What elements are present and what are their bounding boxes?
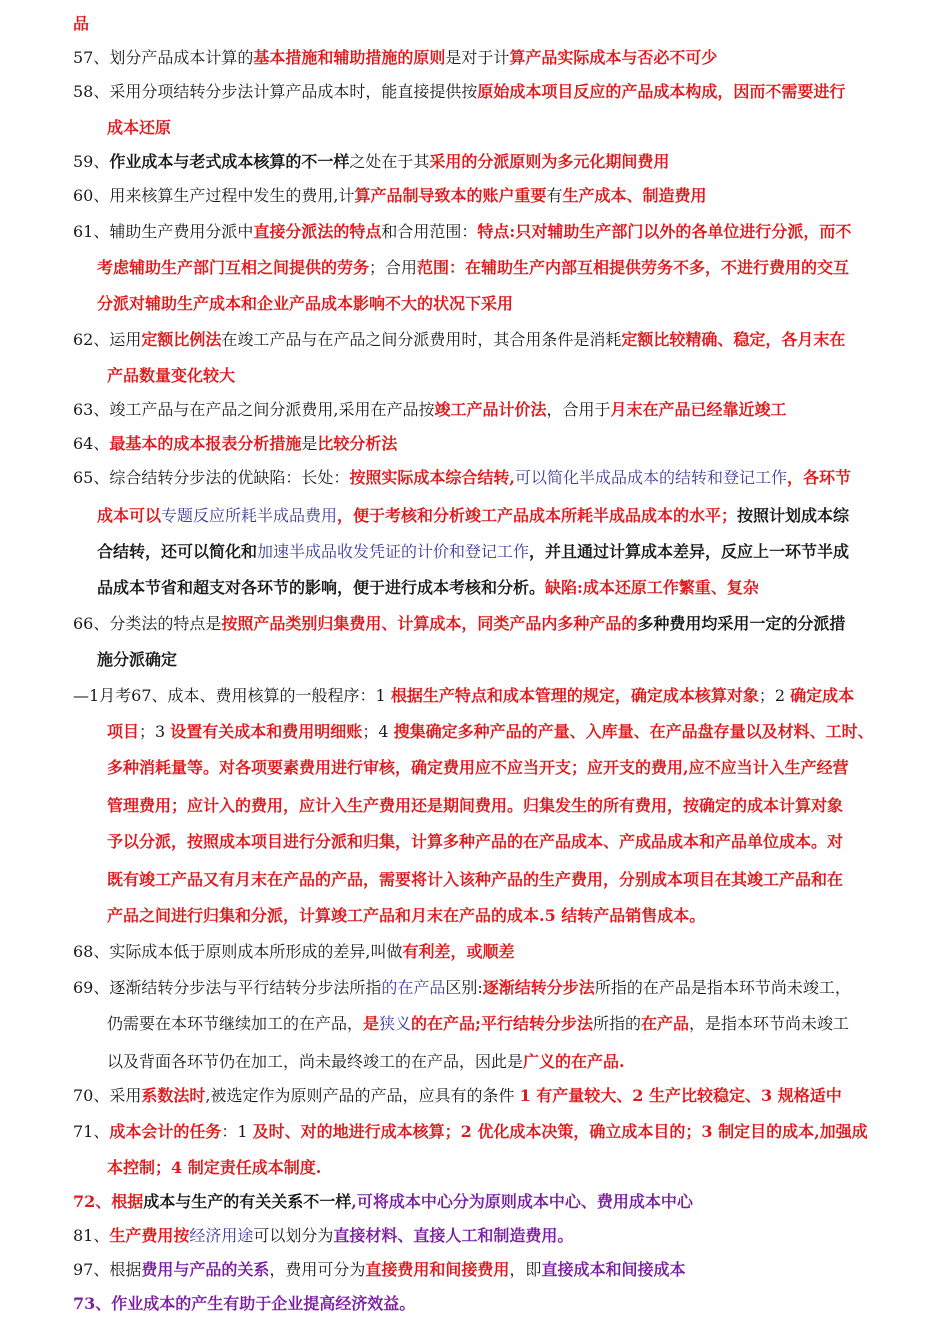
text-run: ，并且通过计算成本差异，反应上一环节半成 [529,542,850,561]
text-line [97,506,849,526]
text-line [97,650,177,670]
text-line [107,758,849,778]
text-run: 64、 [73,434,110,453]
text-run: 确定成本 [790,686,855,705]
text-run: 多种费用均采用一定的分派措 [637,614,846,633]
text-run: 原始成本项目反应的产品成本构成，因而不需要进行 [477,82,846,101]
text-run: 成本还原 [107,118,172,137]
text-run: 直接成本和间接成本 [541,1260,686,1279]
text-run: 有 [546,186,563,205]
text-run: 66、分类法的特点是 [73,614,222,633]
text-line [107,1158,321,1178]
text-line [97,294,513,314]
text-run: 既有竣工产品又有月末在产品的产品，需要将计入该种产品的生产费用，分别成本项目在其竣工产品和在 [107,870,844,889]
text-run: 是对于计 [445,48,510,67]
text-run: 65、综合结转分步法的优缺陷：长处： [73,468,350,487]
text-run: 本控制；4 制定责任成本制度. [107,1158,322,1177]
text-run: 特点:只对辅助生产部门以外的各单位进行分派，而不 [477,222,852,241]
text-run: —1月考67、成本、费用核算的一般程序：1 [73,686,391,705]
text-line [73,686,854,706]
text-run: 按照实际成本综合结转, [349,468,515,487]
text-run: 62、运用 [73,330,142,349]
text-run: 1 有产量较大、2 生产比较稳定、3 规格适中 [519,1086,842,1105]
text-run: 基本措施和辅助措施的原则 [253,48,446,67]
text-line [107,722,874,742]
text-run: 设置有关成本和费用明细账 [170,722,363,741]
text-line [73,400,787,420]
text-run: 是 [301,434,318,453]
text-run: ，费用可分为 [269,1260,366,1279]
text-run: 81、 [73,1226,110,1245]
text-run: ，即 [509,1260,542,1279]
text-run: 按照计划成本综 [737,506,850,525]
text-run: ，是指本环节尚未竣工 [689,1014,850,1033]
text-run: ,被选定作为原则产品的产品，应具有的条件 [205,1086,520,1105]
text-line [73,1260,685,1280]
text-run: 在产品 [640,1014,689,1033]
text-run: 品 [73,14,90,33]
text-run: 予以分派，按照成本项目进行分派和归集，计算多种产品的在产品成本、产成品成本和产品单位成本。对 [107,832,844,851]
text-line [107,1052,625,1072]
text-run: ；4 [362,722,394,741]
text-run: 可以简化半成品成本的结转和登记工作 [514,468,787,487]
text-run: 竣工产品计价法 [434,400,547,419]
text-run: 63、竣工产品与在产品之间分派费用,采用在产品按 [73,400,435,419]
text-run: 成本会计的任务 [109,1122,222,1141]
text-run: 区别: [445,978,483,997]
text-line [107,870,843,890]
text-run: 采用的分派原则为多元化期间费用 [429,152,670,171]
text-run: 按照产品类别归集费用、计算成本，同类产品内多种产品的 [221,614,638,633]
text-line [73,614,845,634]
text-run: 专题反应所耗半成品费用 [161,506,338,525]
text-run: 定额比较精确、稳定，各月末在 [621,330,846,349]
text-run: 定额比例法 [141,330,222,349]
text-line [73,14,89,34]
text-run: 是 [363,1014,380,1033]
text-run: 61、辅助生产费用分派中 [73,222,254,241]
text-run: 以及背面各环节仍在加工，尚未最终竣工的在产品，因此是 [107,1052,524,1071]
text-run: 分派对辅助生产成本和企业产品成本影响不大的状况下采用 [97,294,514,313]
text-line [73,942,514,962]
text-run: 算产品实际成本与否必不可少 [509,48,718,67]
text-run: 逐渐结转分步法 [482,978,595,997]
text-line [73,434,397,454]
text-line [73,222,851,242]
text-run: 的在产品;平行结转分步法 [411,1014,593,1033]
text-run: ，合用于 [546,400,611,419]
text-run: 产品数量变化较大 [107,366,236,385]
text-run: 产品之间进行归集和分派，计算竣工产品和月末在产品的成本.5 结转产品销售成本。 [107,906,706,925]
text-line [107,366,235,386]
text-run: ，便于考核和分析竣工产品成本所耗半成品成本的水平； [337,506,738,525]
text-run: 72、根据 [73,1192,144,1211]
text-line [73,1122,868,1142]
text-run: 考虑辅助生产部门互相之间提供的劳务 [97,258,370,277]
text-run: 生产费用按 [109,1226,190,1245]
text-run: 成本与生产的有关关系不一样 [143,1192,352,1211]
text-run: 根据生产特点和成本管理的规定，确定成本核算对象 [390,686,759,705]
text-run: 系数法时 [141,1086,206,1105]
text-line [97,578,759,598]
text-run: 和合用范围： [381,222,478,241]
text-run: 施分派确定 [97,650,178,669]
text-run: 范围：在辅助生产内部互相提供劳务不多，不进行费用的交互 [417,258,850,277]
text-run: ；3 [139,722,171,741]
text-run: 71、 [73,1122,110,1141]
text-run: 69、逐渐结转分步法与平行结转分步法所指 [73,978,382,997]
text-run: 57、划分产品成本计算的 [73,48,254,67]
text-run: 73、作业成本的产生有助于企业提高经济效益。 [73,1294,416,1313]
text-run: 作业成本与老式成本核算的不一样 [109,152,350,171]
text-line [73,1086,842,1106]
text-run: 缺陷:成本还原工作繁重、复杂 [545,578,759,597]
text-run: 所指的在产品是指本环节尚未竣工， [594,978,851,997]
text-line [73,186,707,206]
text-line [97,542,849,562]
text-run: ；2 [758,686,791,705]
text-line [73,1192,693,1212]
text-run: 算产品制导致本的账户重要 [354,186,547,205]
text-run: 仍需要在本环节继续加工的在产品， [107,1014,364,1033]
text-run: 最基本的成本报表分析措施 [109,434,302,453]
text-run: 58、采用分项结转分步法计算产品成本时，能直接提供按 [73,82,478,101]
text-line [107,118,171,138]
text-run: 有利差，或顺差 [402,942,515,961]
text-run: 在竣工产品与在产品之间分派费用时，其合用条件是消耗 [221,330,622,349]
text-run: 费用与产品的关系 [141,1260,270,1279]
text-run: 比较分析法 [317,434,398,453]
text-line [107,832,843,852]
text-run: ,可将成本中心分为原则成本中心、费用成本中心 [351,1192,693,1211]
text-run: 97、根据 [73,1260,142,1279]
text-run: 68、实际成本低于原则成本所形成的差异,叫做 [73,942,403,961]
text-run: 狭义 [379,1014,412,1033]
text-run: 加速半成品收发凭证的计价和登记工作 [257,542,530,561]
text-line [73,978,851,998]
text-line [73,1294,415,1314]
text-run: 70、采用 [73,1086,142,1105]
text-run: 月末在产品已经靠近竣工 [610,400,787,419]
text-line [73,330,845,350]
text-run: 的在产品 [381,978,446,997]
text-run: 成本可以 [97,506,162,525]
text-run: ；合用 [369,258,418,277]
text-run: 60、用来核算生产过程中发生的费用,计 [73,186,355,205]
text-run: 广义的在产品. [523,1052,625,1071]
text-line [107,796,843,816]
text-line [73,1226,573,1246]
text-run: 所指的 [592,1014,641,1033]
text-run: 之处在于其 [349,152,430,171]
text-line [73,468,851,488]
text-line [107,906,705,926]
text-run: 可以划分为 [253,1226,334,1245]
text-line [73,48,717,68]
text-run: ：1 [221,1122,253,1141]
text-run: 直接分派法的特点 [253,222,382,241]
text-line [73,152,669,172]
text-run: 经济用途 [189,1226,254,1245]
text-run: 59、 [73,152,110,171]
text-run: 品成本节省和超支对各环节的影响，便于进行成本考核和分析。 [97,578,546,597]
text-run: 多种消耗量等。对各项要素费用进行审核，确定费用应不应当开支；应开支的费用,应不应当计入生产经营 [107,758,849,777]
text-line [73,82,845,102]
text-line [107,1014,849,1034]
text-run: ，各环节 [786,468,851,487]
text-run: 合结转，还可以简化和 [97,542,258,561]
text-run: 及时、对的地进行成本核算；2 优化成本决策，确立成本目的；3 制定目的成本,加强成 [252,1122,868,1141]
text-run: 项目 [107,722,140,741]
text-run: 管理费用；应计入的费用，应计入生产费用还是期间费用。归集发生的所有费用，按确定的成本计算对象 [107,796,844,815]
text-run: 直接费用和间接费用 [365,1260,510,1279]
text-run: 直接材料、直接人工和制造费用。 [333,1226,574,1245]
text-line [97,258,849,278]
text-run: 生产成本、制造费用 [562,186,707,205]
text-run: 搜集确定多种产品的产量、入库量、在产品盘存量以及材料、工时、 [393,722,874,741]
